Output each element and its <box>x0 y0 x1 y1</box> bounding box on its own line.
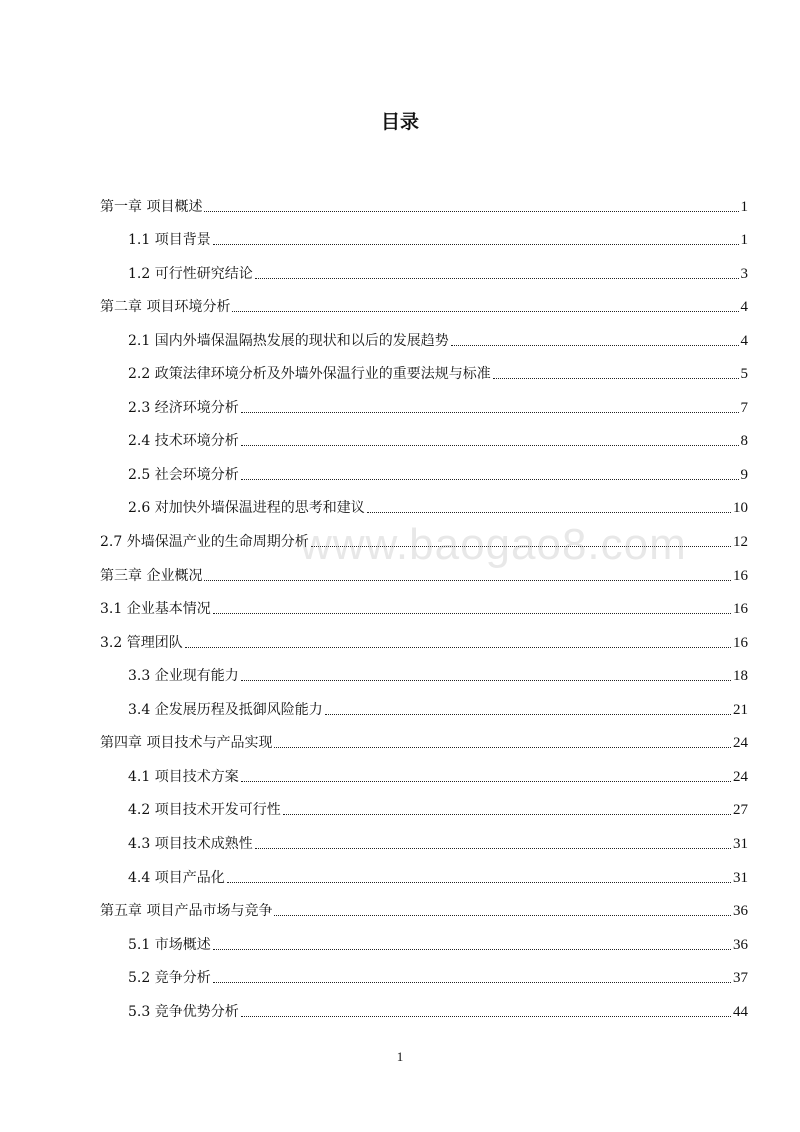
toc-entry[interactable] <box>128 697 748 719</box>
toc-entry-label: 2.2 政策法律环境分析及外墙外保温行业的重要法规与标准 <box>128 366 491 382</box>
toc-entry-page: 31 <box>733 836 748 852</box>
toc-entry-page: 3 <box>740 266 748 282</box>
dot-leader <box>213 613 731 614</box>
toc-entry[interactable] <box>128 227 748 249</box>
toc-entry-label: 3.3 企业现有能力 <box>128 668 239 684</box>
dot-leader <box>283 814 731 815</box>
toc-entry-label: 2.5 社会环境分析 <box>128 467 239 483</box>
page-title: 目录 <box>380 111 419 133</box>
toc-entry-page: 27 <box>733 802 748 818</box>
toc-entry[interactable] <box>128 965 748 987</box>
toc-entry-label: 3.1 企业基本情况 <box>100 601 211 617</box>
toc-entry[interactable] <box>100 294 748 316</box>
toc-entry-page: 36 <box>733 903 748 919</box>
dot-leader <box>367 512 731 513</box>
dot-leader <box>241 680 731 681</box>
dot-leader <box>227 882 731 883</box>
toc-entry[interactable] <box>128 261 748 283</box>
dot-leader <box>185 647 731 648</box>
dot-leader <box>451 345 739 346</box>
dot-leader <box>311 546 731 547</box>
toc-entry-label: 2.3 经济环境分析 <box>128 400 239 416</box>
toc-entry[interactable] <box>128 764 748 786</box>
toc-entry-page: 16 <box>733 568 748 584</box>
toc-entry-page: 1 <box>740 232 748 248</box>
dot-leader <box>204 580 731 581</box>
dot-leader <box>213 949 731 950</box>
toc-entry-label: 第三章 企业概况 <box>100 568 203 584</box>
toc-entry[interactable] <box>128 462 748 484</box>
dot-leader <box>274 915 731 916</box>
dot-leader <box>241 1016 731 1017</box>
toc-entry-page: 44 <box>733 1004 748 1020</box>
toc-entry-label: 2.1 国内外墙保温隔热发展的现状和以后的发展趋势 <box>128 333 449 349</box>
toc-entry-label: 1.1 项目背景 <box>128 232 211 248</box>
toc-entry[interactable] <box>100 563 748 585</box>
toc-entry-label: 5.3 竞争优势分析 <box>128 1004 239 1020</box>
dot-leader <box>493 378 739 379</box>
toc-entry[interactable] <box>100 529 748 551</box>
toc-entry-label: 第二章 项目环境分析 <box>100 299 231 315</box>
dot-leader <box>241 479 739 480</box>
toc-entry-page: 24 <box>733 769 748 785</box>
toc-entry-label: 4.4 项目产品化 <box>128 870 225 886</box>
toc-entry-page: 37 <box>733 970 748 986</box>
toc-entry-page: 16 <box>733 635 748 651</box>
toc-entry-label: 4.3 项目技术成熟性 <box>128 836 253 852</box>
toc-entry[interactable] <box>128 428 748 450</box>
toc-entry-page: 18 <box>733 668 748 684</box>
toc-entry-label: 第一章 项目概述 <box>100 199 203 215</box>
page-number-footer: 1 <box>396 1049 404 1064</box>
toc-entry-label: 第四章 项目技术与产品实现 <box>100 735 273 751</box>
toc-entry-page: 9 <box>740 467 748 483</box>
toc-entry[interactable] <box>128 328 748 350</box>
toc-entry-label: 4.1 项目技术方案 <box>128 769 239 785</box>
toc-entry[interactable] <box>128 865 748 887</box>
toc-entry[interactable] <box>128 361 748 383</box>
toc-entry-label: 2.6 对加快外墙保温进程的思考和建议 <box>128 500 365 516</box>
toc-entry[interactable] <box>128 797 748 819</box>
dot-leader <box>241 445 739 446</box>
toc-entry[interactable] <box>100 730 748 752</box>
toc-entry[interactable] <box>100 194 748 216</box>
toc-entry-page: 31 <box>733 870 748 886</box>
toc-entry-label: 3.4 企发展历程及抵御风险能力 <box>128 702 323 718</box>
toc-entry[interactable] <box>128 395 748 417</box>
dot-leader <box>213 982 731 983</box>
toc-entry-page: 4 <box>740 333 748 349</box>
dot-leader <box>255 278 739 279</box>
toc-entry-label: 4.2 项目技术开发可行性 <box>128 802 281 818</box>
dot-leader <box>204 211 738 212</box>
toc-entry-page: 5 <box>740 366 748 382</box>
toc-entry-label: 5.1 市场概述 <box>128 937 211 953</box>
toc-entry-label: 5.2 竞争分析 <box>128 970 211 986</box>
toc-entry[interactable] <box>128 663 748 685</box>
dot-leader <box>325 714 731 715</box>
toc-entry-label: 1.2 可行性研究结论 <box>128 266 253 282</box>
dot-leader <box>213 244 739 245</box>
toc-entry[interactable] <box>128 932 748 954</box>
toc-entry-page: 12 <box>733 534 748 550</box>
dot-leader <box>274 747 731 748</box>
toc-entry-page: 4 <box>740 299 748 315</box>
toc-entry-label: 3.2 管理团队 <box>100 635 183 651</box>
toc-entry[interactable] <box>128 495 748 517</box>
toc-entry-page: 21 <box>733 702 748 718</box>
toc-entry-page: 36 <box>733 937 748 953</box>
dot-leader <box>241 412 739 413</box>
toc-entry-page: 1 <box>740 199 748 215</box>
toc-entry-page: 7 <box>740 400 748 416</box>
toc-entry-label: 2.7 外墙保温产业的生命周期分析 <box>100 534 309 550</box>
toc-entry[interactable] <box>100 630 748 652</box>
toc-entry-label: 第五章 项目产品市场与竞争 <box>100 903 273 919</box>
dot-leader <box>255 848 731 849</box>
toc-entry[interactable] <box>100 596 748 618</box>
toc-entry[interactable] <box>100 898 748 920</box>
toc-entry-page: 10 <box>733 500 748 516</box>
dot-leader <box>232 311 738 312</box>
toc-entry[interactable] <box>128 999 748 1021</box>
dot-leader <box>241 781 731 782</box>
watermark: www.baogao8.com <box>300 520 687 569</box>
toc-entry-page: 8 <box>740 433 748 449</box>
toc-entry-label: 2.4 技术环境分析 <box>128 433 239 449</box>
toc-entry[interactable] <box>128 831 748 853</box>
toc-entry-page: 16 <box>733 601 748 617</box>
toc-entry-page: 24 <box>733 735 748 751</box>
